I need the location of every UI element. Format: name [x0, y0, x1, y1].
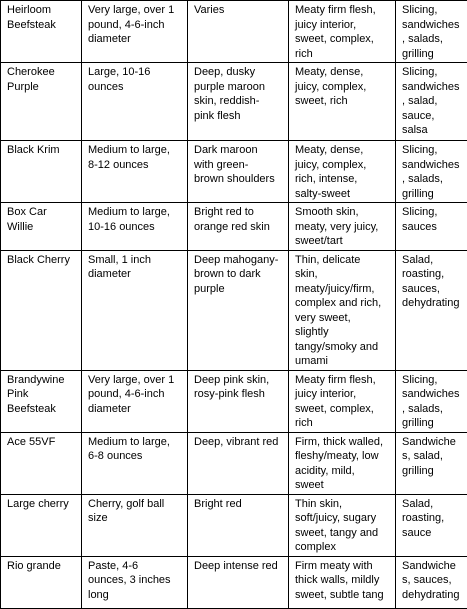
- uses-cell: Sandwiche s, salad, grilling: [396, 432, 467, 494]
- table-row: [1, 141, 467, 203]
- table-row: [1, 1, 467, 63]
- size-cell: Small, 1 inch diameter: [82, 250, 188, 370]
- variety-cell: Large cherry: [1, 494, 82, 556]
- variety-cell: Black Cherry: [1, 250, 82, 370]
- table-row: [1, 370, 467, 432]
- table-row: [1, 250, 467, 370]
- size-cell: Paste, 4-6 ounces, 3 inches long: [82, 556, 188, 608]
- uses-cell: Slicing, sandwiches , salad, sauce, salsa: [396, 63, 467, 141]
- uses-cell: Sandwiche s, sauces, dehydrating: [396, 556, 467, 608]
- color-cell: Deep pink skin, rosy-pink flesh: [188, 370, 289, 432]
- color-cell: Bright red to orange red skin: [188, 203, 289, 251]
- size-cell: Medium to large, 10-16 ounces: [82, 203, 188, 251]
- texture-flavor-cell: Meaty firm flesh, juicy interior, sweet, complex, rich: [289, 370, 396, 432]
- variety-cell: Brandywine Pink Beefsteak: [1, 370, 82, 432]
- variety-cell: Heirloom Beefsteak: [1, 1, 82, 63]
- table-row: [1, 432, 467, 494]
- variety-cell: Rio grande: [1, 556, 82, 608]
- size-cell: Very large, over 1 pound, 4-6-inch diameter: [82, 1, 188, 63]
- table-row: [1, 494, 467, 556]
- texture-flavor-cell: Firm, thick walled, fleshy/meaty, low acidity, mild, sweet: [289, 432, 396, 494]
- color-cell: Varies: [188, 1, 289, 63]
- uses-cell: Slicing, sauces: [396, 203, 467, 251]
- table-row: [1, 203, 467, 251]
- uses-cell: Slicing, sandwiches , salads, grilling: [396, 1, 467, 63]
- texture-flavor-cell: Thin skin, soft/juicy, sugary sweet, tangy and complex: [289, 494, 396, 556]
- size-cell: Large, 10-16 ounces: [82, 63, 188, 141]
- uses-cell: Slicing, sandwiches , salads, grilling: [396, 141, 467, 203]
- texture-flavor-cell: Thin, delicate skin, meaty/juicy/firm, complex and rich, very sweet, slightly tangy/smoky and umami: [289, 250, 396, 370]
- variety-cell: Cherokee Purple: [1, 63, 82, 141]
- variety-cell: Ace 55VF: [1, 432, 82, 494]
- texture-flavor-cell: Meaty, dense, juicy, complex, sweet, rich: [289, 63, 396, 141]
- variety-cell: Black Krim: [1, 141, 82, 203]
- color-cell: Deep, vibrant red: [188, 432, 289, 494]
- texture-flavor-cell: Meaty, dense, juicy, complex, rich, intense, salty-sweet: [289, 141, 396, 203]
- size-cell: Medium to large, 6-8 ounces: [82, 432, 188, 494]
- size-cell: Medium to large, 8-12 ounces: [82, 141, 188, 203]
- texture-flavor-cell: Smooth skin, meaty, very juicy, sweet/tart: [289, 203, 396, 251]
- color-cell: Deep intense red: [188, 556, 289, 608]
- color-cell: Dark maroon with green- brown shoulders: [188, 141, 289, 203]
- table-row: [1, 556, 467, 608]
- texture-flavor-cell: Firm meaty with thick walls, mildly sweet, subtle tang: [289, 556, 396, 608]
- size-cell: Cherry, golf ball size: [82, 494, 188, 556]
- table-row: [1, 63, 467, 141]
- color-cell: Deep mahogany- brown to dark purple: [188, 250, 289, 370]
- variety-cell: Box Car Willie: [1, 203, 82, 251]
- uses-cell: Salad, roasting, sauces, dehydrating: [396, 250, 467, 370]
- color-cell: Deep, dusky purple maroon skin, reddish- pink flesh: [188, 63, 289, 141]
- uses-cell: Slicing, sandwiches , salads, grilling: [396, 370, 467, 432]
- uses-cell: Salad, roasting, sauce: [396, 494, 467, 556]
- color-cell: Bright red: [188, 494, 289, 556]
- size-cell: Very large, over 1 pound, 4-6-inch diameter: [82, 370, 188, 432]
- texture-flavor-cell: Meaty firm flesh, juicy interior, sweet, complex, rich: [289, 1, 396, 63]
